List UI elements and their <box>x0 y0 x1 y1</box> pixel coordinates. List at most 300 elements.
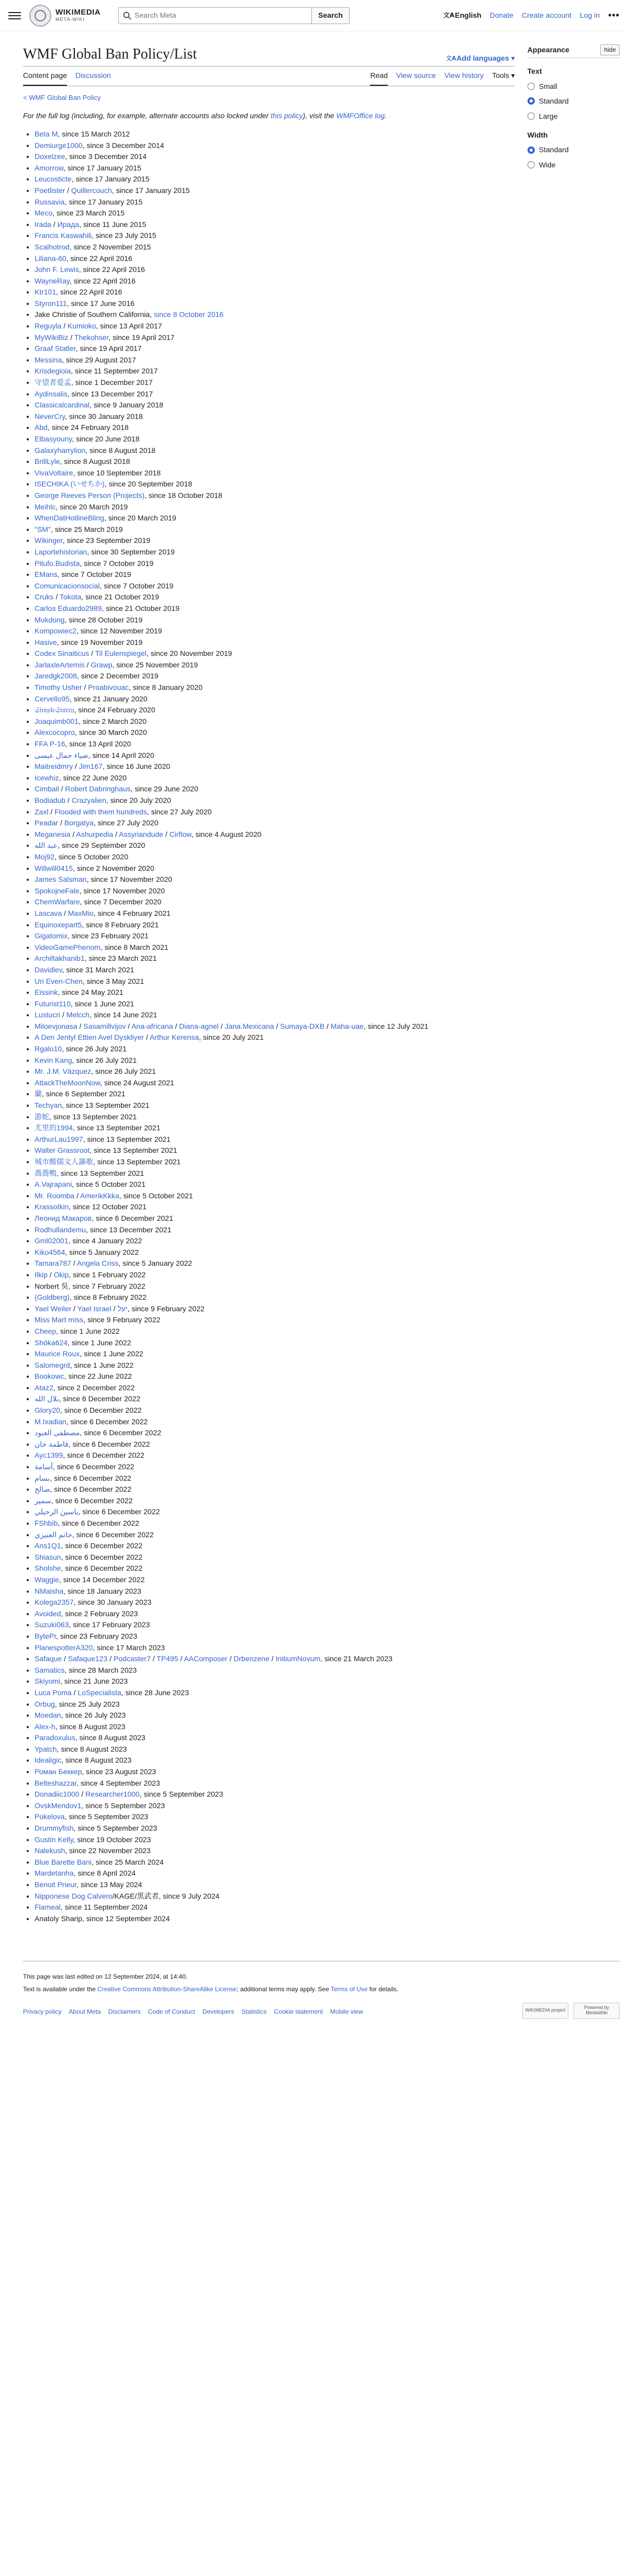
banned-user-link[interactable]: Grawp <box>91 660 113 669</box>
ban-list-item <box>35 1382 515 1394</box>
donate-link[interactable]: Donate <box>489 11 513 20</box>
banned-user-link[interactable]: أسامة <box>35 1462 53 1471</box>
name-separator: / <box>71 1304 77 1313</box>
ban-date: , since 13 September 2021 <box>57 1168 144 1177</box>
ban-date: , since 20 March 2019 <box>55 502 128 511</box>
banned-user-link[interactable]: سمير <box>35 1496 51 1505</box>
add-languages-button[interactable] <box>446 52 514 64</box>
banned-user-link[interactable]: Elbasyouny <box>35 435 72 443</box>
radio-button-icon[interactable] <box>528 83 535 90</box>
banned-user-link[interactable]: Equinoxepart5 <box>35 920 82 929</box>
banned-user-link[interactable]: AttackTheMoonNow <box>35 1078 100 1087</box>
banned-user-link[interactable]: Luca Poma <box>35 1688 72 1697</box>
wikimedia-project-badge[interactable]: WIKIMEDIA project <box>522 2003 568 2019</box>
banned-user-link[interactable]: Russavia <box>35 197 65 206</box>
banned-user-link[interactable]: Ana-africana <box>131 1022 173 1030</box>
banned-user-link[interactable]: Davidlev <box>35 965 62 974</box>
banned-user-link[interactable]: AAComposer <box>184 1654 228 1663</box>
banned-user-link[interactable]: Assyriandude <box>119 830 163 838</box>
license-link[interactable]: Creative Commons Attribution-ShareAlike License <box>97 1985 237 1993</box>
banned-user-link[interactable]: Cimbail <box>35 785 59 793</box>
banned-user-link[interactable]: Zaxl <box>35 807 49 816</box>
banned-user-link[interactable]: Cruks <box>35 593 54 602</box>
ban-list-item <box>35 1755 515 1766</box>
powered-by-mediawiki-badge[interactable]: Powered by MediaWiki <box>574 2003 620 2019</box>
banned-user-link[interactable]: Glory20 <box>35 1406 61 1415</box>
banned-user-link[interactable]: Moedan <box>35 1711 61 1720</box>
radio-button-icon[interactable] <box>528 112 535 120</box>
banned-user-link[interactable]: Thekohser <box>74 333 109 342</box>
banned-user-link[interactable]: Nipponese Dog Calvero <box>35 1891 113 1900</box>
banned-user-link[interactable]: 蘭 <box>35 1090 42 1098</box>
tab-content-page[interactable]: Content page <box>23 66 67 85</box>
ban-date: , since 2 November 2020 <box>73 864 154 872</box>
banned-user-link[interactable]: Angela Criss <box>76 1259 119 1268</box>
banned-user-link[interactable]: Rgalo10 <box>35 1045 62 1053</box>
banned-user-link[interactable]: Quillercouch <box>71 186 112 195</box>
banned-user-link[interactable]: WhenDatHotlineBling <box>35 514 105 523</box>
banned-user-link[interactable]: VivaVoltaire <box>35 468 73 477</box>
ban-list-item <box>35 1100 515 1111</box>
banned-user-link[interactable]: Mr. Roomba <box>35 1191 75 1200</box>
banned-user-link[interactable]: SpokojneFale <box>35 886 80 895</box>
ban-date: , since 5 October 2021 <box>72 1180 146 1189</box>
banned-user-link[interactable]: Joaquimb001 <box>35 717 79 725</box>
banned-user-link[interactable]: Okip <box>53 1270 69 1279</box>
banned-user-link[interactable]: Tokota <box>59 593 82 602</box>
banned-user-link[interactable]: Abd <box>35 423 48 432</box>
banned-user-link[interactable]: Aydinsalis <box>35 389 68 398</box>
banned-user-link[interactable]: Kolega2357 <box>35 1598 74 1607</box>
banned-user-link[interactable]: Peadar <box>35 819 59 827</box>
banned-user-link[interactable]: Ktr101 <box>35 288 57 297</box>
banned-user-link[interactable]: حاتم العنيزي <box>35 1530 73 1539</box>
banned-user-link[interactable]: Techyan <box>35 1101 62 1110</box>
banned-user-link[interactable]: Gustin Kelly <box>35 1835 73 1844</box>
ban-list-item <box>35 298 515 310</box>
banned-user-link[interactable]: عبد الله <box>35 841 58 850</box>
banned-user-link[interactable]: AmerikKkka <box>80 1191 119 1200</box>
banned-user-link[interactable]: Krisdegioia <box>35 367 71 376</box>
banned-user-link[interactable]: Mukdong <box>35 615 65 624</box>
banned-user-link[interactable]: Uri Even-Chen <box>35 977 83 985</box>
this-policy-link[interactable]: this policy <box>271 111 303 120</box>
log-in-link[interactable]: Log in <box>579 11 600 20</box>
ban-date: , since 28 June 2023 <box>121 1688 189 1697</box>
banned-user-link[interactable]: Miloevjonasa <box>35 1022 77 1030</box>
banned-user-link[interactable]: Amorrow <box>35 163 64 172</box>
ban-list-item <box>35 784 515 795</box>
banned-user-link[interactable]: Archiltakhanib1 <box>35 954 85 963</box>
footer-link-mobile-view[interactable]: Mobile view <box>330 2007 363 2015</box>
banned-user-link[interactable]: 守望者爱孟 <box>35 378 71 387</box>
ban-list-item <box>35 1337 515 1349</box>
ban-list-item <box>35 276 515 287</box>
banned-user-link[interactable]: Laportehistorian <box>35 547 87 556</box>
banned-user-link[interactable]: Safaque <box>35 1654 62 1663</box>
banned-user-link[interactable]: 𝔖𝔦𝔪𝔭𝔩𝔢𝔖𝔱𝔞𝔯𝔯𝔶 <box>35 706 74 714</box>
ban-list-item <box>35 1879 515 1891</box>
banned-user-link[interactable]: Shiasun <box>35 1552 61 1561</box>
ban-date: , since 6 December 2022 <box>51 1496 133 1505</box>
banned-user-link[interactable]: Rodhullandemu <box>35 1225 86 1234</box>
banned-user-link[interactable]: Ирада <box>57 220 80 229</box>
banned-user-link[interactable]: Liliana-60 <box>35 254 66 263</box>
ban-list-item <box>35 535 515 547</box>
create-account-link[interactable]: Create account <box>521 11 571 20</box>
banned-user-link[interactable]: Ashurpedia <box>76 830 114 838</box>
more-options-icon[interactable]: ••• <box>608 10 620 21</box>
hide-appearance-button[interactable]: hide <box>600 44 620 55</box>
banned-user-link[interactable]: Scalhotrod <box>35 242 70 251</box>
banned-user-link[interactable]: Lascava <box>35 909 62 917</box>
banned-user-link[interactable]: (Goldberg) <box>35 1293 70 1302</box>
banned-user-link[interactable]: Hasive <box>35 638 57 646</box>
ban-date: /KAGE/黑武者, since 9 July 2024 <box>112 1891 220 1900</box>
banned-user-link[interactable]: Idealigic <box>35 1756 62 1765</box>
banned-user-link[interactable]: Doxelzee <box>35 152 65 161</box>
width-option-wide[interactable] <box>528 159 620 171</box>
ban-list-item <box>35 1857 515 1868</box>
banned-user-link[interactable]: WayneRay <box>35 276 70 285</box>
radio-button-icon[interactable] <box>528 161 535 168</box>
banned-user-link[interactable]: 城市酸儒文人謳歌 <box>35 1158 93 1166</box>
banned-user-link[interactable]: Ayc1399 <box>35 1451 63 1460</box>
banned-user-link[interactable]: Orbug <box>35 1699 55 1708</box>
banned-user-link[interactable]: Jaredgk2008 <box>35 672 77 680</box>
tab-view-source[interactable]: View source <box>396 71 436 80</box>
banned-user-link[interactable]: LoSpecialista <box>77 1688 121 1697</box>
main-menu-icon[interactable] <box>8 9 21 22</box>
banned-user-link[interactable]: Cervello95 <box>35 694 70 703</box>
banned-user-link[interactable]: Mardetanha <box>35 1869 74 1878</box>
ban-date: , since 3 May 2021 <box>82 977 144 985</box>
banned-user-link[interactable]: Carlos Eduardo2989 <box>35 604 102 612</box>
banned-user-link[interactable]: 尤里的1994 <box>35 1124 73 1132</box>
banned-user-link[interactable]: Classicalcardinal <box>35 401 90 410</box>
banned-user-link[interactable]: Suzuki063 <box>35 1620 69 1629</box>
banned-user-link[interactable]: Sholshe <box>35 1564 61 1573</box>
banned-user-link[interactable]: Maha-uae <box>330 1022 364 1030</box>
banned-user-link[interactable]: Safaque123 <box>68 1654 108 1663</box>
banned-user-link[interactable]: Irada <box>35 220 51 229</box>
banned-user-link[interactable]: 喬喬鴨 <box>35 1168 57 1177</box>
banned-user-link[interactable]: Kompowiec2 <box>35 627 77 636</box>
banned-user-link[interactable]: Walter Grassroot <box>35 1146 90 1155</box>
name-separator: / <box>163 830 170 838</box>
search-icon <box>123 12 131 20</box>
banned-user-link[interactable]: ChemWarfare <box>35 898 80 906</box>
ban-list-item <box>35 513 515 524</box>
text-size-option-large[interactable] <box>528 110 620 122</box>
banned-user-link[interactable]: Benoit Prieur <box>35 1880 77 1889</box>
banned-user-link[interactable]: Leucosticte <box>35 175 72 184</box>
banned-user-link[interactable]: M.Ixadian <box>35 1417 66 1426</box>
width-option-standard[interactable] <box>528 144 620 155</box>
banned-user-link[interactable]: Ataz2 <box>35 1383 53 1392</box>
ban-list-item <box>35 648 515 660</box>
ban-list-item <box>35 219 515 231</box>
banned-user-link[interactable]: FShbib <box>35 1519 58 1527</box>
banned-user-link[interactable]: Shōka624 <box>35 1338 68 1347</box>
banned-user-link[interactable]: Timothy Usher <box>35 683 82 692</box>
banned-user-link[interactable]: Ilkip <box>35 1270 48 1279</box>
footer-link-developers[interactable]: Developers <box>202 2007 234 2015</box>
ban-date-link[interactable]: since 8 October 2016 <box>154 310 224 319</box>
banned-user-link[interactable]: VideoGamePhenom <box>35 943 100 951</box>
banned-user-link[interactable]: Beta M <box>35 129 58 138</box>
banned-user-link[interactable]: Ans1Q1 <box>35 1541 61 1550</box>
banned-user-link[interactable]: PlanespotterA320 <box>35 1643 93 1652</box>
banned-user-link[interactable]: Pokelova <box>35 1812 65 1821</box>
banned-user-link[interactable]: Bodiadub <box>35 796 66 804</box>
ban-date: , since 6 December 2022 <box>59 1394 141 1403</box>
banned-user-link[interactable]: Styron111 <box>35 299 67 308</box>
banned-user-link[interactable]: יעל <box>117 1304 128 1313</box>
tab-tools[interactable] <box>492 66 515 85</box>
banned-user-link[interactable]: John F. Lewis <box>35 265 79 274</box>
banned-user-link[interactable]: بسام <box>35 1473 50 1482</box>
banned-user-link[interactable]: Jim167 <box>78 762 103 771</box>
footer-link-statistics[interactable]: Statistics <box>241 2007 267 2015</box>
ban-date: , since 28 October 2019 <box>64 615 143 624</box>
banned-user-link[interactable]: Jana.Mexicana <box>225 1022 274 1030</box>
banned-user-link[interactable]: Meganesia <box>35 830 71 838</box>
banned-user-link[interactable]: Cirflow <box>169 830 192 838</box>
ban-list-item <box>35 829 515 841</box>
banned-user-link[interactable]: Francis Kaswahili <box>35 231 92 240</box>
banned-user-link[interactable]: Meihlc <box>35 502 56 511</box>
footer-link-cookie-statement[interactable]: Cookie statement <box>274 2007 323 2015</box>
ban-date: , since 21 March 2023 <box>320 1654 392 1663</box>
ban-date: , since 13 September 2021 <box>62 1101 150 1110</box>
banned-user-link[interactable]: James Salsman <box>35 875 87 884</box>
banned-user-link[interactable]: "SM" <box>35 525 51 534</box>
ban-date: , since 6 December 2022 <box>61 1552 143 1561</box>
radio-button-icon[interactable] <box>528 146 535 154</box>
banned-user-link[interactable]: Yael Weiler <box>35 1304 72 1313</box>
banned-user-link[interactable]: Kiko4564 <box>35 1247 65 1256</box>
banned-user-link[interactable]: ضياء جمال عيسى <box>35 751 88 759</box>
language-icon <box>443 11 455 19</box>
license-prefix: Text is available under the <box>23 1985 98 1993</box>
banned-user-link[interactable]: MyWikiBiz <box>35 333 69 342</box>
footer-link-code-of-conduct[interactable]: Code of Conduct <box>148 2007 195 2015</box>
banned-user-link[interactable]: Alex-h <box>35 1722 55 1731</box>
banned-user-link[interactable]: NMaisha <box>35 1586 64 1595</box>
ban-date: , since 13 May 2024 <box>76 1880 142 1889</box>
banned-user-link[interactable]: Alexcocopro <box>35 728 75 737</box>
chevron-down-icon: ▾ <box>511 54 515 62</box>
tools-label: Tools <box>492 71 509 80</box>
banned-user-link[interactable]: Galaxyharrylion <box>35 446 86 455</box>
ban-date: , since 2 December 2019 <box>76 672 159 680</box>
banned-user-link[interactable]: Flameal <box>35 1903 61 1912</box>
banned-user-link[interactable]: Til Eulenspiegel <box>95 649 147 658</box>
text-size-option-standard[interactable] <box>528 95 620 107</box>
banned-user-link[interactable]: Waggie <box>35 1575 59 1584</box>
tab-discussion[interactable]: Discussion <box>75 71 111 80</box>
banned-user-link[interactable]: Belteshazzar <box>35 1778 77 1787</box>
banned-user-link[interactable]: Lustucri <box>35 1011 61 1019</box>
banned-user-link[interactable]: Eissink <box>35 988 58 997</box>
banned-user-link[interactable]: JarlaxleArtemis <box>35 660 85 669</box>
main-content <box>23 31 515 1924</box>
footer-link-privacy-policy[interactable]: Privacy policy <box>23 2007 62 2015</box>
tab-view-history[interactable]: View history <box>444 71 484 80</box>
language-selector[interactable] <box>443 9 481 21</box>
page-footer <box>23 1961 620 2018</box>
banned-user-link[interactable]: Pitufo.Budista <box>35 559 80 568</box>
banned-user-link[interactable]: A.Vajrapani <box>35 1180 72 1189</box>
banned-user-link[interactable]: Reguyla <box>35 322 62 331</box>
ban-date: , since 13 December 2017 <box>67 389 153 398</box>
banned-user-link[interactable]: Futurist110 <box>35 999 71 1008</box>
banned-user-link[interactable]: Blue Barette Bani <box>35 1857 92 1866</box>
banned-user-link[interactable]: Tamara787 <box>35 1259 72 1268</box>
footer-link-about-meta[interactable]: About Meta <box>69 2007 101 2015</box>
banned-user-link[interactable]: Messina <box>35 355 62 364</box>
ban-list-item <box>35 1247 515 1258</box>
ban-date: , since 5 January 2022 <box>118 1259 193 1268</box>
banned-user-link[interactable]: Sumaya-DXB <box>280 1022 325 1030</box>
banned-user-link[interactable]: FFA P-16 <box>35 740 65 748</box>
banned-user-link[interactable]: مصطفى العبود <box>35 1428 80 1437</box>
banned-user-link[interactable]: Sasamillvijov <box>83 1022 126 1030</box>
banned-user-link[interactable]: ياسين الرحيلي <box>35 1507 78 1516</box>
banned-user-link[interactable]: Drbenzene <box>233 1654 270 1663</box>
ban-list-item <box>35 1269 515 1281</box>
ban-list-item <box>35 1811 515 1823</box>
tab-read[interactable]: Read <box>370 66 387 85</box>
banned-user-link[interactable]: Skiyomi <box>35 1677 61 1686</box>
ban-list-item <box>35 355 515 366</box>
banned-user-link[interactable]: Krassotkin <box>35 1202 69 1211</box>
ban-list-item <box>35 581 515 592</box>
banned-user-link[interactable]: Comunicacionsocial <box>35 581 100 590</box>
banned-user-link[interactable]: ArthurLau1997 <box>35 1134 83 1143</box>
banned-user-link[interactable]: Salomegrd <box>35 1360 70 1369</box>
ban-date: , since 27 July 2020 <box>147 807 212 816</box>
banned-user-link[interactable]: Maurice Roux <box>35 1349 80 1358</box>
banned-user-link[interactable]: Proabivouac <box>88 683 129 692</box>
banned-user-link[interactable]: BytePr <box>35 1631 57 1640</box>
banned-user-link[interactable]: Podcaster7 <box>114 1654 151 1663</box>
search-button[interactable]: Search <box>312 7 350 24</box>
name-separator: / <box>70 830 76 838</box>
name-separator: / <box>65 186 72 195</box>
text-size-option-small[interactable] <box>528 81 620 92</box>
banned-user-link[interactable]: Moj92 <box>35 852 55 861</box>
banned-user-link[interactable]: Avoided <box>35 1609 61 1618</box>
banned-user-link[interactable]: Borgatya <box>64 819 94 827</box>
banned-user-link[interactable]: Crazyalien <box>71 796 106 804</box>
banned-user-link[interactable]: Melcch <box>66 1011 90 1019</box>
banned-user-link[interactable]: Poetlister <box>35 186 65 195</box>
ban-date: , since 20 September 2018 <box>104 480 193 489</box>
banned-user-link[interactable]: A Den Jentyl Ettien Avel Dyskliyer <box>35 1033 144 1042</box>
banned-user-link[interactable]: Miss Mart miss <box>35 1315 84 1324</box>
radio-button-icon[interactable] <box>528 97 535 105</box>
ban-list-item <box>35 208 515 219</box>
banned-user-link[interactable]: Robert Dabringhaus <box>65 785 131 793</box>
ban-list-item <box>35 445 515 457</box>
ban-date: , since 7 February 2022 <box>68 1281 145 1290</box>
ban-date: , since 20 June 2018 <box>72 435 140 443</box>
banned-user-link[interactable]: Demiurge1000 <box>35 141 83 150</box>
banned-user-link[interactable]: 游蛇 <box>35 1112 49 1121</box>
banned-user-link[interactable]: Diana-agnel <box>179 1022 219 1030</box>
banned-user-link[interactable]: صالح <box>35 1485 50 1494</box>
wmfoffice-log-link[interactable]: WMFOffice log <box>336 111 385 120</box>
ban-date: , since 17 November 2020 <box>86 875 173 884</box>
banned-user-link[interactable]: Ypatch <box>35 1744 57 1753</box>
ban-date: , since 17 November 2020 <box>79 886 165 895</box>
site-logo[interactable] <box>29 5 100 27</box>
ban-date: , since 25 July 2023 <box>54 1699 120 1708</box>
banned-user-link[interactable]: MaxMio <box>68 909 94 917</box>
ban-date: , since 17 February 2023 <box>69 1620 150 1629</box>
banned-user-link[interactable]: Yael Israel <box>77 1304 111 1313</box>
banned-user-link[interactable]: Nalekush <box>35 1846 65 1855</box>
name-separator: / <box>62 909 68 917</box>
banned-user-link[interactable]: Maitreidmry <box>35 762 73 771</box>
banned-user-link[interactable]: بلال الله <box>35 1394 59 1403</box>
banned-user-link[interactable]: Meco <box>35 209 53 218</box>
banned-user-link[interactable]: OvskMendov1 <box>35 1801 82 1810</box>
banned-user-link[interactable]: Flooded with them hundreds <box>54 807 147 816</box>
terms-of-use-link[interactable]: Terms of Use <box>330 1985 368 1993</box>
banned-user-link[interactable]: Donadiic1000 <box>35 1790 80 1799</box>
ban-list-item <box>35 807 515 818</box>
banned-user-link[interactable]: Cheep <box>35 1326 57 1335</box>
banned-user-link[interactable]: Willwill0415 <box>35 864 73 872</box>
banned-user-link[interactable]: EMans <box>35 570 58 579</box>
banned-user-link[interactable]: BrillLyle <box>35 457 60 466</box>
banned-user-link[interactable]: TP495 <box>156 1654 178 1663</box>
banned-user-link[interactable]: George Reeves Person (Projects) <box>35 491 145 500</box>
banned-user-link[interactable]: InitiumNovum <box>275 1654 321 1663</box>
banned-user-link[interactable]: Arthur Kerensa <box>149 1033 199 1042</box>
banned-user-link[interactable]: Роман Беккер <box>35 1767 82 1776</box>
ban-list-item <box>35 897 515 908</box>
breadcrumb[interactable]: < WMF Global Ban Policy <box>23 93 101 101</box>
banned-user-link[interactable]: Researcher1000 <box>85 1790 140 1799</box>
banned-user-link[interactable]: Graaf Statler <box>35 344 76 353</box>
banned-user-link[interactable]: Леонид Макаров <box>35 1213 92 1222</box>
banned-user-link[interactable]: Kumioko <box>68 322 96 331</box>
banned-user-link[interactable]: Bookowc <box>35 1372 64 1381</box>
banned-user-link[interactable]: Gml02001 <box>35 1236 69 1245</box>
search-input[interactable] <box>118 7 312 24</box>
banned-user-link[interactable]: Mr. J.M. Vázquez <box>35 1067 92 1076</box>
footer-link-disclaimers[interactable]: Disclaimers <box>108 2007 141 2015</box>
banned-user-link[interactable]: Codex Sinaiticus <box>35 649 89 658</box>
banned-user-link[interactable]: Icewhiz <box>35 773 59 782</box>
banned-user-link[interactable]: ISECHIKA (いせちか) <box>35 480 105 489</box>
banned-user-link[interactable]: Samatics <box>35 1665 65 1674</box>
ban-list-item <box>35 1168 515 1179</box>
banned-user-link[interactable]: Gigatomix <box>35 932 68 940</box>
banned-user-link[interactable]: NeverCry <box>35 412 65 421</box>
banned-user-link[interactable]: Drummyfish <box>35 1824 74 1833</box>
banned-user-link[interactable]: Paradoxulus <box>35 1733 75 1742</box>
banned-user-link[interactable]: Wikinger <box>35 536 63 545</box>
banned-user-link[interactable]: فاطمة خان <box>35 1439 69 1448</box>
ban-date: , since 1 June 2022 <box>56 1326 120 1335</box>
ban-date: , since 18 October 2018 <box>144 491 222 500</box>
banned-user-link[interactable]: Kevin Kang <box>35 1056 72 1064</box>
